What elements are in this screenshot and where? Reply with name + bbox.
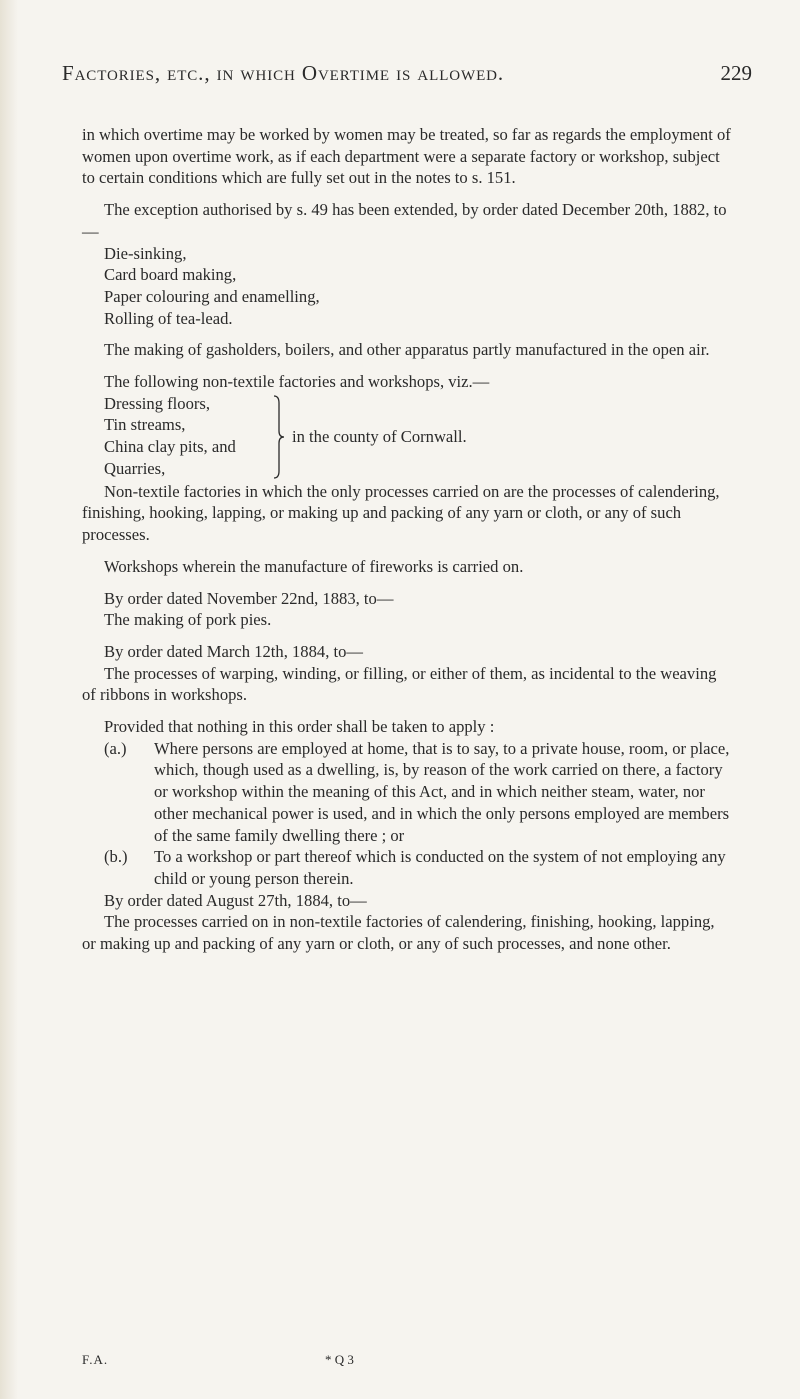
page-number: 229: [720, 61, 752, 85]
list-item: Die-sinking,: [104, 243, 187, 263]
list-item: Paper colouring and enamelling,: [104, 286, 320, 306]
page-edge-shadow: [0, 0, 18, 1399]
item-text: To a workshop or part thereof which is conducted on the system of not employing any child or young person therein.: [154, 847, 726, 888]
paragraph-calendering: The processes carried on in non-textile factories of calendering, finishing, hooking, lapping, or making up and packing of any yarn or cloth, or any of such processes, and none other.: [82, 912, 715, 954]
running-header: [62, 61, 752, 91]
brace-label: in the county of Cornwall.: [292, 426, 467, 446]
list-item: Card board making,: [104, 265, 237, 285]
paragraph-gasholders: The making of gasholders, boilers, and other apparatus partly manufactured in the open air.: [104, 340, 710, 360]
brace-item: Dressing floors,: [104, 393, 211, 413]
paragraph-fireworks: Workshops wherein the manufacture of fireworks is carried on.: [104, 556, 524, 576]
paragraph-non-textile: Non-textile factories in which the only processes carried on are the processes of calendering, finishing, hooking, lapping, or making up and packing of any yarn or cloth, or any of such processes.: [82, 481, 720, 545]
brace-item: Quarries,: [104, 458, 166, 478]
item-text: Where persons are employed at home, that is to say, to a private house, room, or place, which, though used as a dwelling, is, by reason of the work carried on there, a factory or workshop within the meaning of this Act, and in which neither steam, water, nor other mechanical power is used, and in which the only persons employed are members of the same family dwelling there ; or: [154, 738, 730, 845]
item-label: (a.): [104, 738, 127, 758]
paragraph-following: The following non-textile factories and workshops, viz.—: [104, 372, 490, 392]
proviso-item-b: [82, 846, 732, 889]
page-footer: [82, 1352, 732, 1372]
footer-abbreviation: F.A.: [82, 1352, 109, 1367]
brace-item: China clay pits, and: [104, 437, 236, 457]
extended-list: [82, 243, 732, 330]
signature-mark: * Q 3: [325, 1352, 354, 1367]
paragraph-order-1883: By order dated November 22nd, 1883, to—: [104, 588, 394, 608]
paragraph-pork-pies: The making of pork pies.: [104, 610, 272, 630]
right-brace-icon: [272, 395, 286, 479]
paragraph-order-march-1884: By order dated March 12th, 1884, to—: [104, 641, 363, 661]
paragraph-exception-extended: The exception authorised by s. 49 has been extended, by order dated December 20th, 1882, to—: [82, 200, 727, 241]
running-title: Factories, etc., in which Overtime is allowed.: [62, 61, 505, 85]
list-item: Rolling of tea-lead.: [104, 308, 233, 328]
proviso-item-a: [82, 738, 732, 847]
paragraph-provided: Provided that nothing in this order shall be taken to apply :: [104, 717, 495, 737]
paragraph-ribbons: The processes of warping, winding, or filling, or either of them, as incidental to the weaving of ribbons in workshops.: [82, 663, 717, 705]
paragraph-order-august-1884: By order dated August 27th, 1884, to—: [104, 890, 367, 910]
item-label: (b.): [104, 847, 128, 867]
cornwall-brace-group: [82, 393, 732, 481]
brace-item: Tin streams,: [104, 415, 186, 435]
body-text: [82, 124, 732, 955]
paragraph-continuation: in which overtime may be worked by women may be treated, so far as regards the employment of women upon overtime work, as if each department were a separate factory or workshop, subject to certain conditions which are fully set out in the notes to s. 151.: [82, 125, 731, 188]
